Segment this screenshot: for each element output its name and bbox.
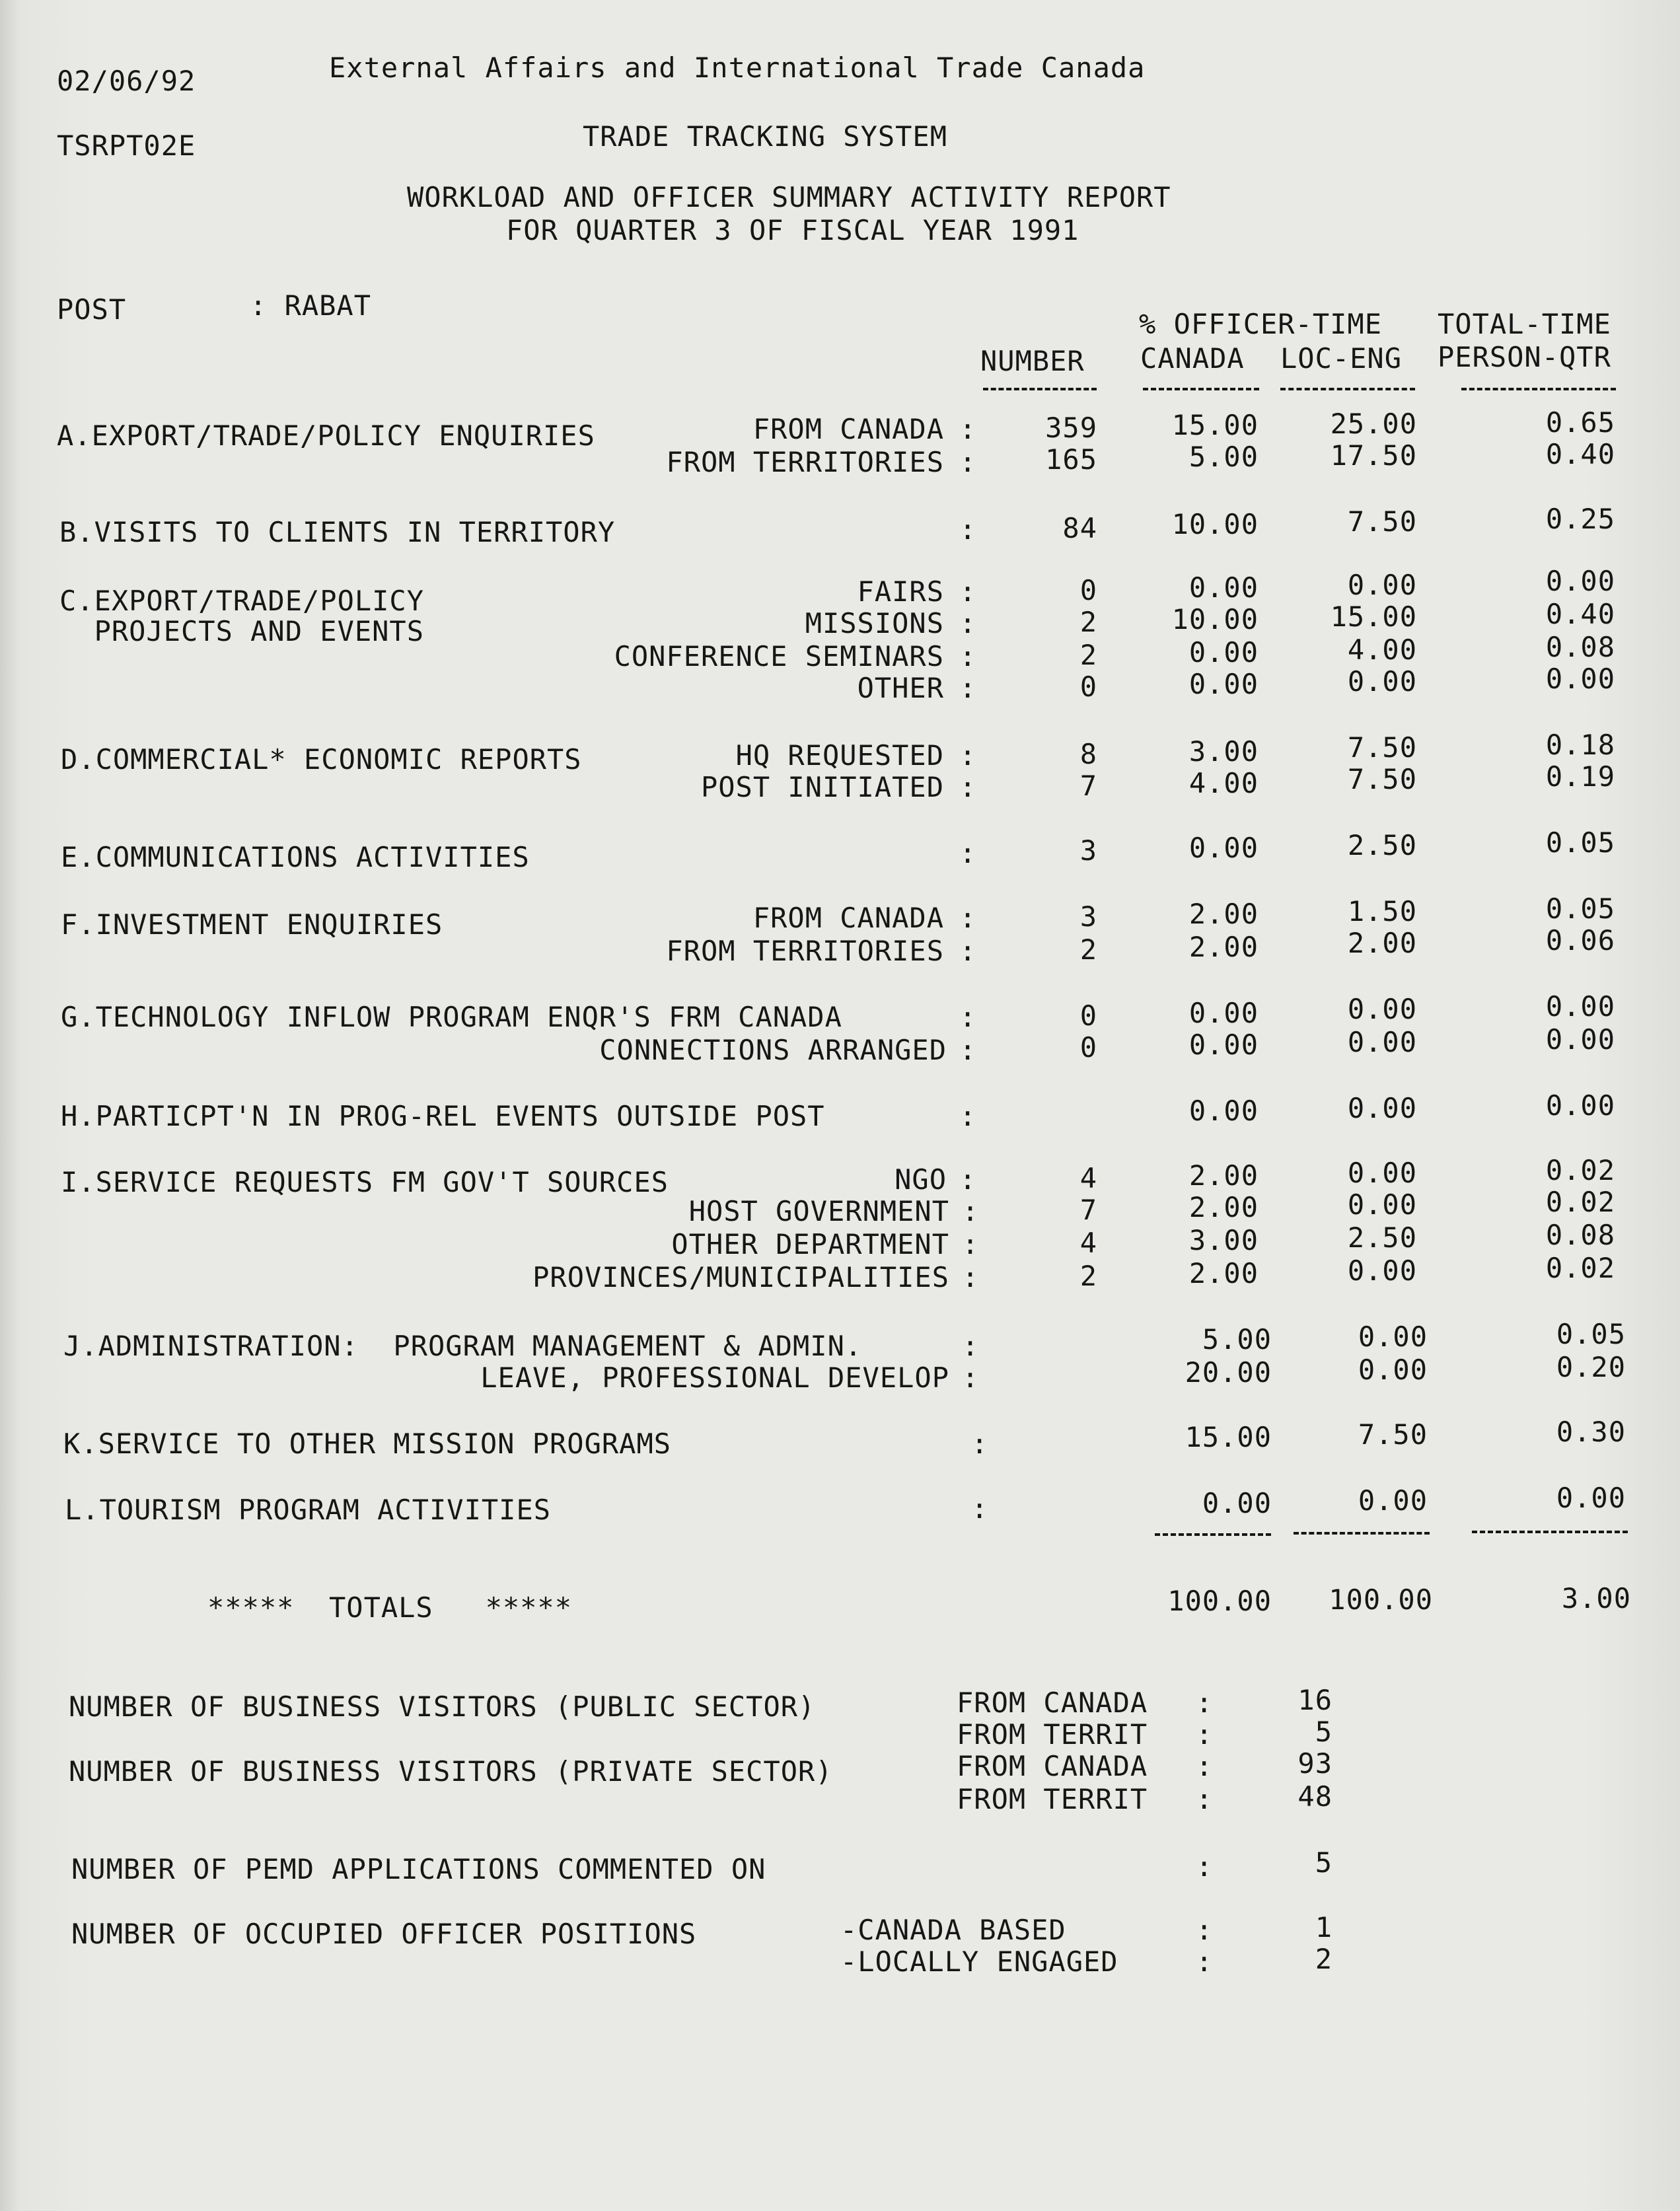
cell-number: 4 xyxy=(1079,1227,1097,1259)
row-label: B.VISITS TO CLIENTS IN TERRITORY xyxy=(59,516,616,548)
row-sublabel: POST INITIATED xyxy=(700,771,944,803)
totals-loc-eng: 100.00 xyxy=(1329,1583,1433,1616)
cell-canada: 2.00 xyxy=(1188,898,1259,930)
totals-underline-loc-eng xyxy=(1294,1532,1430,1537)
positions-colon: : xyxy=(1196,1914,1214,1946)
row-label: C.EXPORT/TRADE/POLICY xyxy=(59,585,425,617)
row-sublabel: FROM CANADA xyxy=(752,413,944,445)
row-colon: : xyxy=(959,446,977,478)
cell-canada: 3.00 xyxy=(1188,735,1259,768)
cell-loc-eng: 0.00 xyxy=(1347,1092,1417,1124)
cell-person-qtr: 0.40 xyxy=(1545,438,1615,470)
row-label: PROJECTS AND EVENTS xyxy=(59,615,425,647)
column-heading-officer-time: % OFFICER-TIME xyxy=(1139,308,1383,340)
cell-loc-eng: 0.00 xyxy=(1358,1354,1428,1386)
cell-person-qtr: 0.19 xyxy=(1545,760,1615,793)
row-colon: : xyxy=(962,1330,980,1362)
row-sublabel: NGO xyxy=(895,1163,947,1196)
row-colon: : xyxy=(971,1492,989,1525)
row-label: K.SERVICE TO OTHER MISSION PROGRAMS xyxy=(63,1428,672,1460)
row-sublabel: OTHER DEPARTMENT xyxy=(671,1228,949,1260)
cell-person-qtr: 0.65 xyxy=(1545,406,1615,439)
visitor-label: NUMBER OF BUSINESS VISITORS (PUBLIC SECTOR) xyxy=(69,1690,816,1723)
row-label: J.ADMINISTRATION: PROGRAM MANAGEMENT & ADMIN. xyxy=(63,1330,863,1362)
row-colon: : xyxy=(959,902,977,934)
visitor-colon: : xyxy=(1196,1783,1214,1815)
visitor-count: 5 xyxy=(1315,1716,1333,1748)
cell-person-qtr: 0.00 xyxy=(1556,1482,1626,1514)
cell-canada: 0.00 xyxy=(1188,668,1259,700)
cell-number: 7 xyxy=(1079,770,1097,802)
cell-loc-eng: 0.00 xyxy=(1347,665,1417,698)
row-sublabel: CONFERENCE SEMINARS xyxy=(614,640,944,672)
positions-type: -CANADA BASED xyxy=(840,1914,1066,1946)
row-colon: : xyxy=(959,771,977,803)
row-sublabel: HQ REQUESTED xyxy=(735,739,944,772)
visitor-source: FROM TERRIT xyxy=(957,1718,1148,1751)
visitor-source: FROM TERRIT xyxy=(957,1783,1148,1815)
row-sublabel: CONNECTIONS ARRANGED xyxy=(599,1034,947,1066)
cell-number: 2 xyxy=(1079,606,1097,638)
cell-loc-eng: 0.00 xyxy=(1347,1188,1417,1221)
column-heading-loc-eng: LOC-ENG xyxy=(1280,342,1403,375)
report-code: TSRPT02E xyxy=(57,129,196,162)
cell-person-qtr: 0.20 xyxy=(1556,1351,1626,1383)
cell-loc-eng: 2.50 xyxy=(1347,1221,1417,1254)
row-colon: : xyxy=(962,1361,980,1394)
cell-person-qtr: 0.00 xyxy=(1545,565,1615,597)
cell-number: 0 xyxy=(1079,671,1097,703)
cell-canada: 0.00 xyxy=(1188,832,1259,864)
cell-canada: 2.00 xyxy=(1188,931,1259,963)
column-heading-person-qtr: PERSON-QTR xyxy=(1438,341,1611,373)
post-label: POST xyxy=(57,293,127,326)
row-colon: : xyxy=(959,575,977,608)
cell-loc-eng: 17.50 xyxy=(1330,439,1417,472)
pemd-count: 5 xyxy=(1315,1846,1333,1879)
cell-loc-eng: 0.00 xyxy=(1347,1026,1417,1058)
visitor-colon: : xyxy=(1196,1686,1214,1719)
cell-loc-eng: 0.00 xyxy=(1347,1254,1417,1287)
cell-canada: 10.00 xyxy=(1171,508,1259,540)
cell-number: 165 xyxy=(1045,443,1097,476)
row-label: I.SERVICE REQUESTS FM GOV'T SOURCES xyxy=(61,1166,669,1198)
cell-person-qtr: 0.02 xyxy=(1545,1154,1615,1186)
cell-person-qtr: 0.05 xyxy=(1545,892,1615,925)
cell-number: 8 xyxy=(1079,738,1097,770)
cell-person-qtr: 0.40 xyxy=(1545,598,1615,630)
cell-person-qtr: 0.05 xyxy=(1556,1318,1626,1350)
cell-person-qtr: 0.02 xyxy=(1545,1252,1615,1284)
row-sublabel: PROVINCES/MUNICIPALITIES xyxy=(532,1261,949,1293)
cell-canada: 5.00 xyxy=(1188,441,1259,473)
department-name: External Affairs and International Trade Canada xyxy=(329,52,1146,84)
row-colon: : xyxy=(959,837,977,869)
row-label: D.COMMERCIAL* ECONOMIC REPORTS xyxy=(61,743,582,776)
totals-underline-canada xyxy=(1155,1533,1271,1539)
column-underline-number xyxy=(983,388,1097,393)
cell-canada: 0.00 xyxy=(1202,1487,1272,1519)
cell-loc-eng: 7.50 xyxy=(1358,1418,1428,1451)
cell-canada: 15.00 xyxy=(1171,409,1259,441)
positions-type: -LOCALLY ENGAGED xyxy=(840,1945,1118,1978)
cell-loc-eng: 0.00 xyxy=(1347,1157,1417,1189)
row-colon: : xyxy=(959,672,977,704)
cell-canada: 0.00 xyxy=(1188,636,1259,669)
column-underline-canada xyxy=(1143,388,1259,393)
cell-person-qtr: 0.02 xyxy=(1545,1186,1615,1218)
column-underline-person-qtr xyxy=(1461,388,1616,393)
row-label: F.INVESTMENT ENQUIRIES xyxy=(61,908,443,941)
cell-number: 3 xyxy=(1079,900,1097,933)
cell-canada: 2.00 xyxy=(1188,1191,1259,1223)
cell-loc-eng: 15.00 xyxy=(1330,600,1417,633)
row-colon: : xyxy=(962,1228,980,1260)
row-sublabel: OTHER xyxy=(857,672,944,704)
cell-number: 0 xyxy=(1079,1031,1097,1064)
column-underline-loc-eng xyxy=(1280,388,1415,393)
row-colon: : xyxy=(959,607,977,639)
row-colon: : xyxy=(959,513,977,546)
system-name: TRADE TRACKING SYSTEM xyxy=(583,120,948,153)
row-label: L.TOURISM PROGRAM ACTIVITIES xyxy=(65,1494,552,1526)
totals-canada: 100.00 xyxy=(1167,1585,1272,1617)
cell-loc-eng: 1.50 xyxy=(1347,895,1417,927)
cell-person-qtr: 0.18 xyxy=(1545,729,1615,761)
cell-canada: 0.00 xyxy=(1188,571,1259,604)
cell-person-qtr: 0.08 xyxy=(1545,1219,1615,1251)
row-colon: : xyxy=(959,640,977,672)
positions-colon: : xyxy=(1196,1945,1214,1978)
row-colon: : xyxy=(959,1163,977,1196)
row-label: H.PARTICPT'N IN PROG-REL EVENTS OUTSIDE POST xyxy=(61,1100,825,1132)
cell-loc-eng: 4.00 xyxy=(1347,634,1417,666)
column-heading-canada: CANADA xyxy=(1140,342,1245,375)
cell-number: 84 xyxy=(1062,512,1097,544)
visitor-count: 16 xyxy=(1297,1684,1333,1716)
cell-loc-eng: 7.50 xyxy=(1347,731,1417,764)
report-title: WORKLOAD AND OFFICER SUMMARY ACTIVITY REPORT xyxy=(407,181,1171,213)
cell-person-qtr: 0.05 xyxy=(1545,826,1615,859)
post-value: : RABAT xyxy=(250,289,372,322)
cell-number: 2 xyxy=(1079,639,1097,671)
cell-loc-eng: 0.00 xyxy=(1347,993,1417,1025)
cell-canada: 0.00 xyxy=(1188,997,1259,1029)
cell-number: 2 xyxy=(1079,1260,1097,1292)
row-colon: : xyxy=(959,1100,977,1132)
cell-loc-eng: 7.50 xyxy=(1347,505,1417,538)
visitor-count: 93 xyxy=(1297,1747,1333,1780)
positions-label: NUMBER OF OCCUPIED OFFICER POSITIONS xyxy=(71,1918,697,1950)
row-label: G.TECHNOLOGY INFLOW PROGRAM ENQR'S FRM CANADA xyxy=(61,1001,842,1033)
row-colon: : xyxy=(962,1261,980,1293)
cell-number: 0 xyxy=(1079,574,1097,606)
cell-canada: 20.00 xyxy=(1185,1356,1272,1389)
cell-canada: 3.00 xyxy=(1188,1224,1259,1256)
cell-number: 359 xyxy=(1045,412,1097,444)
visitor-source: FROM CANADA xyxy=(957,1686,1148,1719)
visitor-label: NUMBER OF BUSINESS VISITORS (PRIVATE SECTOR) xyxy=(69,1755,833,1788)
cell-person-qtr: 0.25 xyxy=(1545,503,1615,535)
cell-loc-eng: 2.00 xyxy=(1347,927,1417,959)
cell-loc-eng: 2.50 xyxy=(1347,829,1417,861)
cell-canada: 15.00 xyxy=(1185,1421,1272,1453)
cell-canada: 2.00 xyxy=(1188,1159,1259,1192)
cell-loc-eng: 0.00 xyxy=(1358,1321,1428,1353)
row-sublabel: MISSIONS xyxy=(805,607,944,639)
cell-person-qtr: 0.06 xyxy=(1545,924,1615,957)
row-sublabel: FROM TERRITORIES xyxy=(666,446,944,478)
cell-canada: 0.00 xyxy=(1188,1029,1259,1061)
row-sublabel: LEAVE, PROFESSIONAL DEVELOP xyxy=(480,1361,949,1394)
cell-loc-eng: 25.00 xyxy=(1330,408,1417,440)
report-subtitle: FOR QUARTER 3 OF FISCAL YEAR 1991 xyxy=(506,214,1079,246)
visitor-source: FROM CANADA xyxy=(957,1750,1148,1782)
cell-number: 4 xyxy=(1079,1162,1097,1194)
column-heading-total-time: TOTAL-TIME xyxy=(1438,308,1611,340)
cell-person-qtr: 0.08 xyxy=(1545,631,1615,663)
cell-loc-eng: 0.00 xyxy=(1347,569,1417,601)
totals-person-qtr: 3.00 xyxy=(1561,1582,1631,1614)
row-sublabel: HOST GOVERNMENT xyxy=(688,1195,949,1227)
cell-number: 7 xyxy=(1079,1194,1097,1226)
column-heading-number: NUMBER xyxy=(980,345,1085,377)
report-date: 02/06/92 xyxy=(57,65,196,97)
visitor-colon: : xyxy=(1196,1750,1214,1782)
cell-canada: 5.00 xyxy=(1202,1323,1272,1356)
cell-person-qtr: 0.00 xyxy=(1545,663,1615,695)
cell-number: 3 xyxy=(1079,834,1097,867)
cell-person-qtr: 0.00 xyxy=(1545,1089,1615,1122)
row-label: A.EXPORT/TRADE/POLICY ENQUIRIES xyxy=(57,419,595,452)
cell-person-qtr: 0.00 xyxy=(1545,1023,1615,1056)
row-label: E.COMMUNICATIONS ACTIVITIES xyxy=(61,841,530,873)
cell-person-qtr: 0.00 xyxy=(1545,990,1615,1023)
cell-canada: 0.00 xyxy=(1188,1095,1259,1127)
row-sublabel: FAIRS xyxy=(857,575,944,608)
row-colon: : xyxy=(959,1034,977,1066)
cell-person-qtr: 0.30 xyxy=(1556,1416,1626,1448)
row-colon: : xyxy=(959,739,977,772)
pemd-colon: : xyxy=(1196,1850,1214,1883)
visitor-colon: : xyxy=(1196,1718,1214,1751)
row-colon: : xyxy=(959,935,977,967)
cell-number: 2 xyxy=(1079,933,1097,966)
totals-label: ***** TOTALS ***** xyxy=(207,1591,573,1624)
cell-loc-eng: 0.00 xyxy=(1358,1484,1428,1517)
positions-count: 1 xyxy=(1315,1911,1333,1943)
row-colon: : xyxy=(962,1195,980,1227)
row-colon: : xyxy=(971,1428,989,1460)
row-sublabel: FROM TERRITORIES xyxy=(666,935,944,967)
cell-canada: 4.00 xyxy=(1188,767,1259,799)
cell-loc-eng: 7.50 xyxy=(1347,763,1417,795)
positions-count: 2 xyxy=(1315,1943,1333,1975)
row-colon: : xyxy=(959,1001,977,1033)
row-colon: : xyxy=(959,413,977,445)
cell-number: 0 xyxy=(1079,999,1097,1032)
row-sublabel: FROM CANADA xyxy=(752,902,944,934)
totals-underline-person-qtr xyxy=(1472,1531,1628,1536)
visitor-count: 48 xyxy=(1297,1780,1333,1813)
cell-canada: 10.00 xyxy=(1171,603,1259,635)
pemd-label: NUMBER OF PEMD APPLICATIONS COMMENTED ON xyxy=(71,1853,766,1885)
cell-canada: 2.00 xyxy=(1188,1257,1259,1289)
